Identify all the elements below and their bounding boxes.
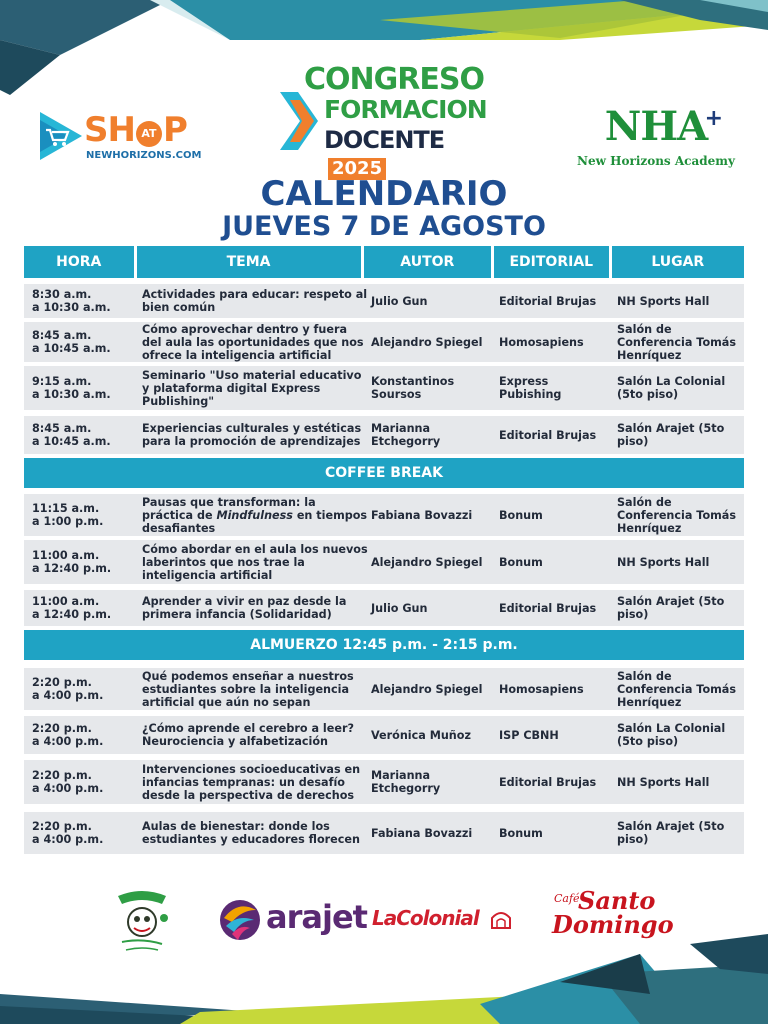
- author-cell: Alejandro Spiegel: [371, 682, 483, 696]
- table-row: [24, 590, 744, 626]
- congreso-logo: [280, 62, 490, 179]
- venue-cell: NH Sports Hall: [617, 555, 710, 569]
- venue-cell: Salón Arajet (5to piso): [617, 422, 725, 448]
- colegio-new-horizons-logo: [112, 888, 172, 956]
- table-header: [24, 246, 744, 278]
- time-cell: 2:20 p.m. a 4:00 p.m.: [32, 820, 104, 846]
- author-cell: Marianna Etchegorry: [371, 422, 441, 448]
- domingo-word: Domingo: [552, 910, 674, 939]
- table-row: [24, 322, 744, 362]
- page-title: CALENDARIO: [260, 174, 508, 214]
- venue-cell: Salón Arajet (5to piso): [617, 595, 725, 621]
- venue-cell: Salón de Conferencia Tomás Henríquez: [617, 669, 736, 709]
- table-row: [24, 760, 744, 804]
- time-cell: 11:00 a.m. a 12:40 p.m.: [32, 595, 112, 621]
- venue-cell: NH Sports Hall: [617, 294, 710, 308]
- topic-cell: Experiencias culturales y estéticas para la promoción de aprendizajes: [142, 422, 362, 448]
- author-cell: Julio Gun: [371, 294, 428, 308]
- new-horizons-academy-logo: [570, 103, 742, 174]
- publisher-cell: Editorial Brujas: [499, 294, 597, 308]
- author-cell: Alejandro Spiegel: [371, 335, 483, 349]
- column-header: HORA: [24, 246, 134, 278]
- congreso-year: 2025: [328, 158, 386, 180]
- publisher-cell: Editorial Brujas: [499, 601, 597, 615]
- santo-cafe-word: Café: [554, 892, 580, 905]
- venue-cell: Salón de Conferencia Tomás Henríquez: [617, 322, 736, 362]
- publisher-cell: Bonum: [499, 555, 543, 569]
- table-row: [24, 716, 744, 754]
- column-header: TEMA: [137, 246, 361, 278]
- time-cell: 11:15 a.m. a 1:00 p.m.: [32, 502, 104, 528]
- publisher-cell: ISP CBNH: [499, 728, 559, 742]
- author-cell: Verónica Muñoz: [371, 728, 471, 742]
- venue-cell: Salón Arajet (5to piso): [617, 820, 725, 846]
- column-header: EDITORIAL: [494, 246, 609, 278]
- time-cell: 2:20 p.m. a 4:00 p.m.: [32, 722, 104, 748]
- author-cell: Marianna Etchegorry: [371, 769, 441, 795]
- publisher-cell: Editorial Brujas: [499, 775, 597, 789]
- table-row: [24, 812, 744, 854]
- nha-mark: NHA +: [604, 103, 722, 150]
- table-row: [24, 416, 744, 454]
- shopping-cart-play-icon: [38, 110, 84, 162]
- column-header: AUTOR: [364, 246, 491, 278]
- table-row: [24, 494, 744, 536]
- time-cell: 11:00 a.m. a 12:40 p.m.: [32, 549, 112, 575]
- congreso-line2: FORMACION: [324, 95, 487, 124]
- shop-logo-word: SH AT P: [84, 110, 187, 150]
- topic-cell: Pausas que transforman: la práctica de Mindfulness en tiempos desafiantes: [142, 495, 368, 535]
- shop-logo-url: NEWHORIZONS.COM: [86, 150, 202, 161]
- page-subtitle: JUEVES 7 DE AGOSTO: [222, 211, 546, 242]
- author-cell: Konstantinos Soursos: [371, 375, 455, 401]
- topic-cell: ¿Cómo aprende el cerebro a leer? Neurociencia y alfabetización: [142, 722, 354, 748]
- topic-cell: Qué podemos enseñar a nuestros estudiantes sobre la inteligencia artificial que aún no sepan: [142, 669, 354, 709]
- author-cell: Fabiana Bovazzi: [371, 826, 473, 840]
- schedule-table: [24, 246, 744, 846]
- publisher-cell: Bonum: [499, 508, 543, 522]
- author-cell: Alejandro Spiegel: [371, 555, 483, 569]
- table-row: [24, 540, 744, 584]
- publisher-cell: Bonum: [499, 826, 543, 840]
- table-row: [24, 284, 744, 318]
- author-cell: Fabiana Bovazzi: [371, 508, 473, 522]
- shop-newhorizons-logo: [38, 108, 208, 168]
- coffee-break-banner: COFFEE BREAK: [24, 458, 744, 488]
- venue-cell: NH Sports Hall: [617, 775, 710, 789]
- table-row: [24, 366, 744, 410]
- venue-cell: Salón La Colonial (5to piso): [617, 375, 726, 401]
- table-row: [24, 668, 744, 710]
- venue-cell: Salón de Conferencia Tomás Henríquez: [617, 495, 736, 535]
- venue-cell: Salón La Colonial (5to piso): [617, 722, 726, 748]
- topic-cell: Actividades para educar: respeto al bien común: [142, 288, 368, 314]
- time-cell: 9:15 a.m. a 10:30 a.m.: [32, 375, 111, 401]
- time-cell: 2:20 p.m. a 4:00 p.m.: [32, 676, 104, 702]
- topic-cell: Cómo aprovechar dentro y fuera del aula las oportunidades que nos ofrece la inteligencia artificial: [142, 322, 364, 362]
- time-cell: 8:45 a.m. a 10:45 a.m.: [32, 422, 111, 448]
- lunch-banner: ALMUERZO 12:45 p.m. - 2:15 p.m.: [24, 630, 744, 660]
- topic-cell: Aprender a vivir en paz desde la primera infancia (Solidaridad): [142, 595, 347, 621]
- publisher-cell: Homosapiens: [499, 682, 584, 696]
- cafe-santo-domingo-logo: [548, 886, 674, 950]
- topic-cell: Aulas de bienestar: donde los estudiantes y educadores florecen: [142, 820, 360, 846]
- column-header: LUGAR: [612, 246, 744, 278]
- publisher-cell: Editorial Brujas: [499, 428, 597, 442]
- santo-word: Santo: [578, 886, 656, 915]
- author-cell: Julio Gun: [371, 601, 428, 615]
- topic-cell: Cómo abordar en el aula los nuevos laberintos que nos trae la inteligencia artificial: [142, 542, 368, 582]
- la-colonial-logo: [372, 906, 514, 936]
- topic-cell: Seminario "Uso material educativo y plataforma digital Express Publishing": [142, 368, 362, 408]
- chevron-arrow-icon: [280, 92, 318, 150]
- congreso-line1: CONGRESO: [304, 62, 484, 97]
- topic-cell: Intervenciones socioeducativas en infancias tempranas: un desafío desde la perspectiva de derechos: [142, 762, 361, 802]
- congreso-line3: DOCENTE2025: [324, 126, 445, 179]
- la-colonial-word: LaColonial: [372, 906, 479, 930]
- arajet-logo: [216, 894, 367, 944]
- time-cell: 8:30 a.m. a 10:30 a.m.: [32, 288, 111, 314]
- time-cell: 8:45 a.m. a 10:45 a.m.: [32, 329, 111, 355]
- nha-name: New Horizons Academy: [577, 154, 735, 168]
- arajet-word: arajet: [266, 898, 367, 936]
- publisher-cell: Homosapiens: [499, 335, 584, 349]
- time-cell: 2:20 p.m. a 4:00 p.m.: [32, 769, 104, 795]
- publisher-cell: Express Pubishing: [499, 375, 562, 401]
